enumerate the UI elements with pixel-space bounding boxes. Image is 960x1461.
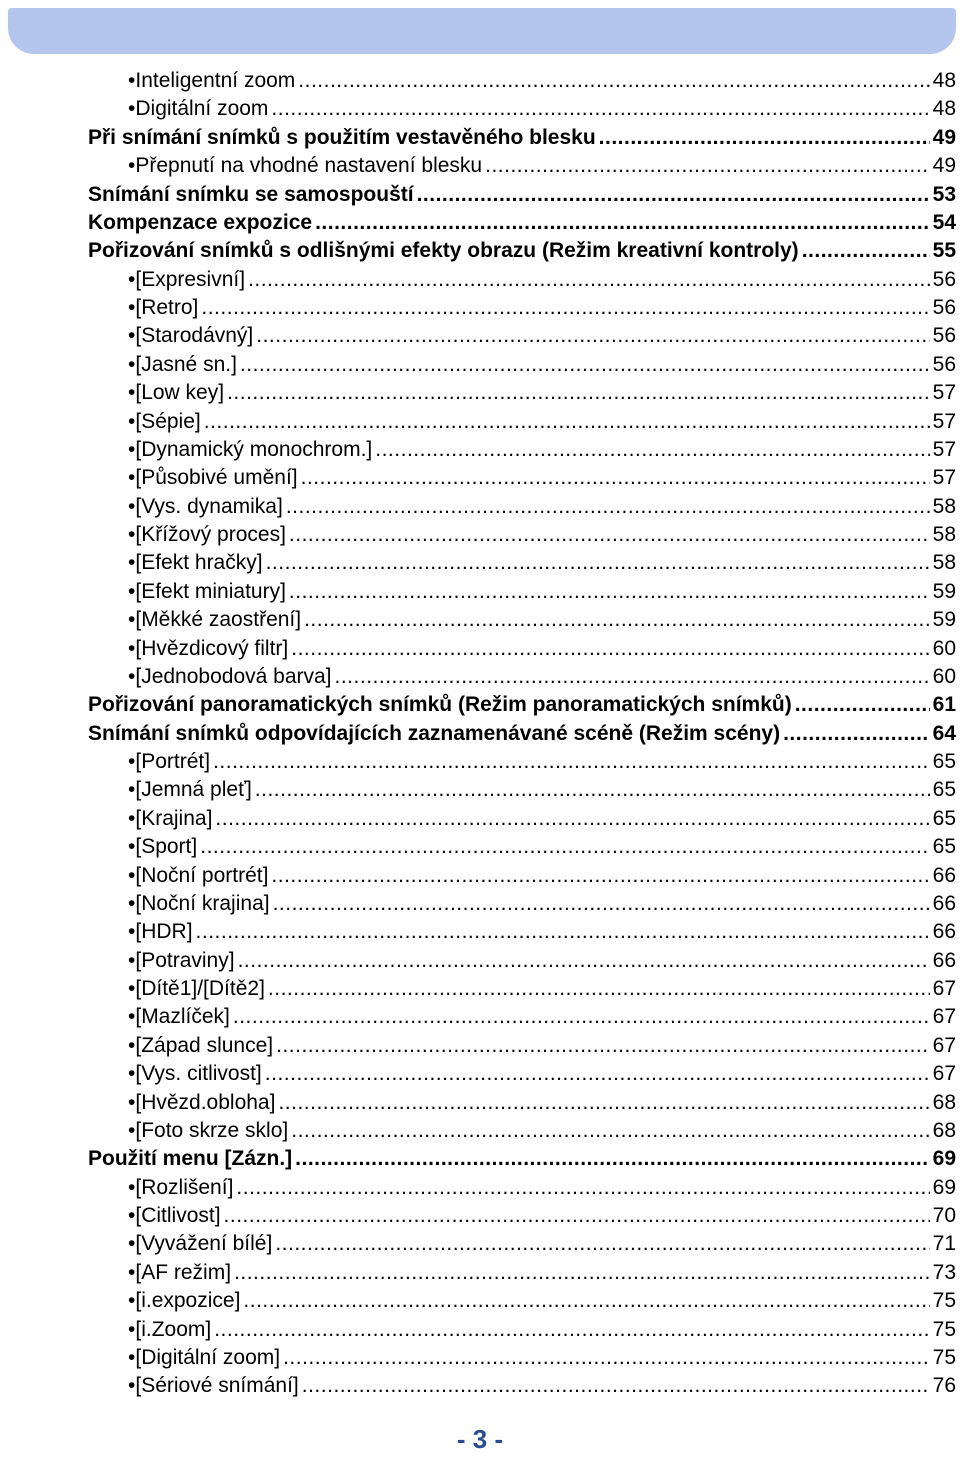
toc-entry-page: 56 [932, 296, 956, 319]
toc-subsection-entry[interactable] [88, 521, 956, 549]
toc-entry-title: [Rozlišení] [135, 1175, 234, 1199]
toc-subsection-entry[interactable] [88, 1202, 956, 1230]
toc-section-entry[interactable] [88, 181, 956, 209]
toc-entry-title: [Krajina] [135, 806, 213, 830]
toc-section-entry[interactable] [88, 720, 956, 748]
toc-entry-page: 56 [932, 324, 956, 348]
toc-entry-title: [Dítě1]/[Dítě2] [135, 977, 265, 1000]
toc-entry-page: 49 [932, 154, 956, 178]
toc-entry-title: Snímání snímku se samospouští [88, 182, 414, 206]
toc-entry-page: 53 [932, 182, 956, 206]
toc-entry-title: Snímání snímků odpovídajících zaznamenávané scéně (Režim scény) [88, 721, 781, 745]
dot-leader [234, 1259, 930, 1287]
toc-entry-title: [Efekt miniatury] [135, 579, 286, 603]
toc-entry-title: [Sport] [135, 835, 198, 859]
dot-leader [271, 862, 929, 890]
dot-leader [802, 237, 930, 265]
toc-entry-page: 65 [932, 778, 956, 802]
toc-entry-page: 48 [932, 69, 956, 92]
bullet-icon: • [128, 977, 136, 1000]
toc-section-entry[interactable] [88, 124, 956, 152]
toc-section-entry[interactable] [88, 209, 956, 237]
toc-subsection-entry[interactable] [88, 890, 956, 918]
toc-subsection-entry[interactable] [88, 322, 956, 350]
bullet-icon: • [128, 494, 136, 518]
toc-entry-title: Použití menu [Zázn.] [88, 1147, 293, 1171]
toc-subsection-entry[interactable] [88, 748, 956, 776]
toc-entry-page: 58 [932, 494, 956, 518]
toc-subsection-entry[interactable] [88, 493, 956, 521]
toc-subsection-entry[interactable] [88, 833, 956, 861]
dot-leader [248, 266, 930, 294]
dot-leader [301, 464, 930, 492]
toc-entry-page: 55 [932, 239, 956, 263]
toc-subsection-entry[interactable] [88, 862, 956, 890]
bullet-icon: • [128, 296, 136, 319]
bullet-icon: • [128, 1204, 136, 1227]
toc-entry-title: [Vyvážení bílé] [135, 1232, 273, 1256]
toc-entry-page: 56 [932, 267, 956, 291]
toc-entry-page: 69 [932, 1147, 956, 1171]
toc-entry-title: Pořizování panoramatických snímků (Režim panoramatických snímků) [88, 693, 792, 717]
toc-entry-page: 69 [932, 1175, 956, 1199]
dot-leader [485, 152, 930, 180]
toc-subsection-entry[interactable] [88, 776, 956, 804]
bullet-icon: • [128, 381, 136, 405]
toc-section-entry[interactable] [88, 237, 956, 265]
toc-entry-page: 58 [932, 551, 956, 575]
dot-leader [278, 1089, 929, 1117]
bullet-icon: • [128, 69, 136, 92]
dot-leader [289, 578, 930, 606]
bullet-icon: • [128, 1090, 136, 1114]
dot-leader [196, 918, 930, 946]
toc-subsection-entry[interactable] [88, 1344, 956, 1372]
dot-leader [289, 521, 930, 549]
toc-subsection-entry[interactable] [88, 1174, 956, 1202]
toc-entry-page: 49 [932, 125, 956, 149]
bullet-icon: • [128, 324, 136, 348]
dot-leader [243, 1287, 929, 1315]
toc-entry-page: 67 [932, 1062, 956, 1086]
toc-entry-page: 75 [932, 1345, 956, 1369]
toc-entry-page: 48 [932, 97, 956, 121]
bullet-icon: • [128, 551, 136, 575]
toc-entry-title: [Noční krajina] [135, 891, 270, 915]
toc-entry-page: 67 [932, 1033, 956, 1057]
bullet-icon: • [128, 437, 136, 461]
toc-entry-page: 57 [932, 437, 956, 461]
dot-leader [304, 606, 930, 634]
dot-leader [236, 1174, 929, 1202]
bullet-icon: • [128, 466, 136, 490]
dot-leader [295, 1145, 929, 1173]
dot-leader [291, 1117, 929, 1145]
bullet-icon: • [128, 267, 136, 291]
toc-subsection-entry[interactable] [88, 408, 956, 436]
bullet-icon: • [128, 778, 136, 802]
toc-subsection-entry[interactable] [88, 975, 956, 1003]
toc-entry-page: 75 [932, 1289, 956, 1313]
toc-subsection-entry[interactable] [88, 1372, 956, 1400]
toc-entry-title: [Noční portrét] [135, 863, 269, 887]
toc-entry-page: 71 [932, 1232, 956, 1256]
toc-subsection-entry[interactable] [88, 549, 956, 577]
toc-entry-title: Digitální zoom [135, 97, 269, 121]
toc-entry-title: [HDR] [135, 920, 193, 944]
bullet-icon: • [128, 1260, 136, 1284]
toc-subsection-entry[interactable] [88, 379, 956, 407]
toc-entry-title: [Hvězdicový filtr] [135, 636, 289, 660]
toc-entry-page: 60 [932, 636, 956, 660]
bullet-icon: • [128, 1317, 136, 1341]
toc-entry-page: 66 [932, 920, 956, 944]
toc-entry-page: 65 [932, 806, 956, 830]
toc-entry-title: [Efekt hračky] [135, 551, 263, 575]
toc-subsection-entry[interactable] [88, 918, 956, 946]
toc-entry-title: [Potraviny] [135, 948, 235, 972]
toc-subsection-entry[interactable] [88, 1287, 956, 1315]
toc-subsection-entry[interactable] [88, 805, 956, 833]
toc-entry-title: [Jednobodová barva] [135, 664, 332, 688]
toc-entry-page: 70 [932, 1204, 956, 1227]
toc-entry-page: 75 [932, 1317, 956, 1341]
dot-leader [286, 493, 930, 521]
toc-entry-page: 67 [932, 977, 956, 1000]
toc-entry-page: 65 [932, 750, 956, 773]
dot-leader [335, 663, 930, 691]
bullet-icon: • [128, 523, 136, 546]
toc-subsection-entry[interactable] [88, 95, 956, 123]
bullet-icon: • [128, 608, 136, 632]
toc-subsection-entry[interactable] [88, 351, 956, 379]
dot-leader [240, 351, 930, 379]
toc-entry-page: 59 [932, 579, 956, 603]
toc-entry-page: 68 [932, 1090, 956, 1114]
toc-entry-title: [Měkké zaostření] [135, 608, 302, 632]
toc-entry-title: [Starodávný] [135, 324, 254, 348]
toc-subsection-entry[interactable] [88, 1316, 956, 1344]
bullet-icon: • [128, 1289, 136, 1313]
toc-subsection-entry[interactable] [88, 606, 956, 634]
toc-subsection-entry[interactable] [88, 294, 956, 322]
bullet-icon: • [128, 863, 136, 887]
toc-entry-page: 68 [932, 1118, 956, 1142]
toc-entry-title: [Mazlíček] [135, 1005, 230, 1029]
bullet-icon: • [128, 1062, 136, 1086]
dot-leader [255, 776, 930, 804]
dot-leader [298, 67, 929, 95]
toc-entry-page: 58 [932, 523, 956, 546]
bullet-icon: • [128, 920, 136, 944]
toc-entry-title: [Jemná pleť] [135, 778, 252, 802]
dot-leader [275, 1230, 929, 1258]
dot-leader [315, 209, 930, 237]
toc-subsection-entry[interactable] [88, 947, 956, 975]
dot-leader [375, 436, 929, 464]
toc-subsection-entry[interactable] [88, 436, 956, 464]
bullet-icon: • [128, 579, 136, 603]
dot-leader [283, 1344, 930, 1372]
dot-leader [201, 294, 929, 322]
toc-entry-page: 73 [932, 1260, 956, 1284]
toc-subsection-entry[interactable] [88, 266, 956, 294]
dot-leader [783, 720, 930, 748]
toc-entry-title: Při snímání snímků s použitím vestavěného blesku [88, 125, 596, 149]
toc-entry-page: 76 [932, 1374, 956, 1398]
bullet-icon: • [128, 154, 136, 178]
toc-section-entry[interactable] [88, 691, 956, 719]
bullet-icon: • [128, 409, 136, 433]
toc-entry-title: [Vys. citlivost] [135, 1062, 262, 1086]
toc-section-entry[interactable] [88, 1145, 956, 1173]
bullet-icon: • [128, 664, 136, 688]
dot-leader [227, 379, 930, 407]
dot-leader [224, 1202, 930, 1230]
toc-entry-page: 59 [932, 608, 956, 632]
toc-entry-page: 65 [932, 835, 956, 859]
bullet-icon: • [128, 1033, 136, 1057]
toc-entry-title: [Vys. dynamika] [135, 494, 283, 518]
toc-subsection-entry[interactable] [88, 152, 956, 180]
toc-subsection-entry[interactable] [88, 464, 956, 492]
dot-leader [417, 181, 930, 209]
dot-leader [213, 748, 930, 776]
toc-entry-title: [Křížový proces] [135, 523, 286, 546]
toc-entry-title: [Low key] [135, 381, 225, 405]
bullet-icon: • [128, 1345, 136, 1369]
dot-leader [200, 833, 929, 861]
dot-leader [256, 322, 929, 350]
bullet-icon: • [128, 1232, 136, 1256]
dot-leader [302, 1372, 930, 1400]
bullet-icon: • [128, 1118, 136, 1142]
toc-subsection-entry[interactable] [88, 1060, 956, 1088]
toc-entry-title: Inteligentní zoom [135, 69, 296, 92]
toc-entry-page: 54 [932, 210, 956, 234]
bullet-icon: • [128, 97, 136, 121]
bullet-icon: • [128, 1175, 136, 1199]
bullet-icon: • [128, 636, 136, 660]
toc-subsection-entry[interactable] [88, 67, 956, 95]
bullet-icon: • [128, 891, 136, 915]
bullet-icon: • [128, 1005, 136, 1029]
toc-entry-page: 57 [932, 466, 956, 490]
dot-leader [276, 1032, 930, 1060]
dot-leader [271, 95, 929, 123]
dot-leader [265, 1060, 930, 1088]
toc-entry-page: 64 [932, 721, 956, 745]
toc-entry-page: 61 [932, 693, 956, 717]
page-number: - 3 - [456, 1424, 504, 1454]
toc-entry-title: [AF režim] [135, 1260, 232, 1284]
dot-leader [233, 1003, 930, 1031]
bullet-icon: • [128, 1374, 136, 1398]
toc-entry-title: [i.expozice] [135, 1289, 241, 1313]
toc-entry-page: 66 [932, 948, 956, 972]
toc-entry-title: [Hvězd.obloha] [135, 1090, 276, 1114]
toc-entry-title: [Dynamický monochrom.] [135, 437, 373, 461]
bullet-icon: • [128, 750, 136, 773]
toc-entry-title: [Citlivost] [135, 1204, 221, 1227]
toc-entry-title: [Expresivní] [135, 267, 246, 291]
bullet-icon: • [128, 835, 136, 859]
toc-entry-title: [Sépie] [135, 409, 201, 433]
toc-entry-title: Pořizování snímků s odlišnými efekty obrazu (Režim kreativní kontroly) [88, 239, 799, 263]
dot-leader [238, 947, 930, 975]
dot-leader [215, 805, 929, 833]
toc-entry-page: 57 [932, 381, 956, 405]
toc-entry-page: 67 [932, 1005, 956, 1029]
toc-entry-page: 66 [932, 863, 956, 887]
toc-entry-title: [Západ slunce] [135, 1033, 274, 1057]
toc-subsection-entry[interactable] [88, 663, 956, 691]
toc-entry-title: [Působivé umění] [135, 466, 298, 490]
bullet-icon: • [128, 352, 136, 376]
toc-subsection-entry[interactable] [88, 1003, 956, 1031]
toc-subsection-entry[interactable] [88, 1117, 956, 1145]
toc-subsection-entry[interactable] [88, 1032, 956, 1060]
toc-entry-title: [Sériové snímání] [135, 1374, 299, 1398]
toc-subsection-entry[interactable] [88, 1259, 956, 1287]
bullet-icon: • [128, 806, 136, 830]
toc-entry-title: [i.Zoom] [135, 1317, 212, 1341]
toc-subsection-entry[interactable] [88, 578, 956, 606]
dot-leader [266, 549, 930, 577]
dot-leader [599, 124, 930, 152]
dot-leader [268, 975, 930, 1003]
dot-leader [214, 1316, 929, 1344]
toc-entry-title: Přepnutí na vhodné nastavení blesku [135, 154, 483, 178]
toc-subsection-entry[interactable] [88, 1230, 956, 1258]
dot-leader [204, 408, 930, 436]
toc-entry-title: [Jasné sn.] [135, 352, 237, 376]
toc-entry-title: [Digitální zoom] [135, 1345, 281, 1369]
toc-entry-title: [Retro] [135, 296, 199, 319]
table-of-contents [88, 67, 956, 1401]
toc-entry-page: 56 [932, 352, 956, 376]
toc-entry-title: [Portrét] [135, 750, 211, 773]
toc-entry-page: 57 [932, 409, 956, 433]
toc-entry-page: 60 [932, 664, 956, 688]
header-band [8, 8, 956, 54]
bullet-icon: • [128, 948, 136, 972]
toc-entry-page: 66 [932, 891, 956, 915]
dot-leader [273, 890, 930, 918]
toc-entry-title: [Foto skrze sklo] [135, 1118, 289, 1142]
dot-leader [291, 635, 929, 663]
dot-leader [795, 691, 930, 719]
toc-entry-title: Kompenzace expozice [88, 210, 313, 234]
toc-subsection-entry[interactable] [88, 1089, 956, 1117]
toc-subsection-entry[interactable] [88, 635, 956, 663]
